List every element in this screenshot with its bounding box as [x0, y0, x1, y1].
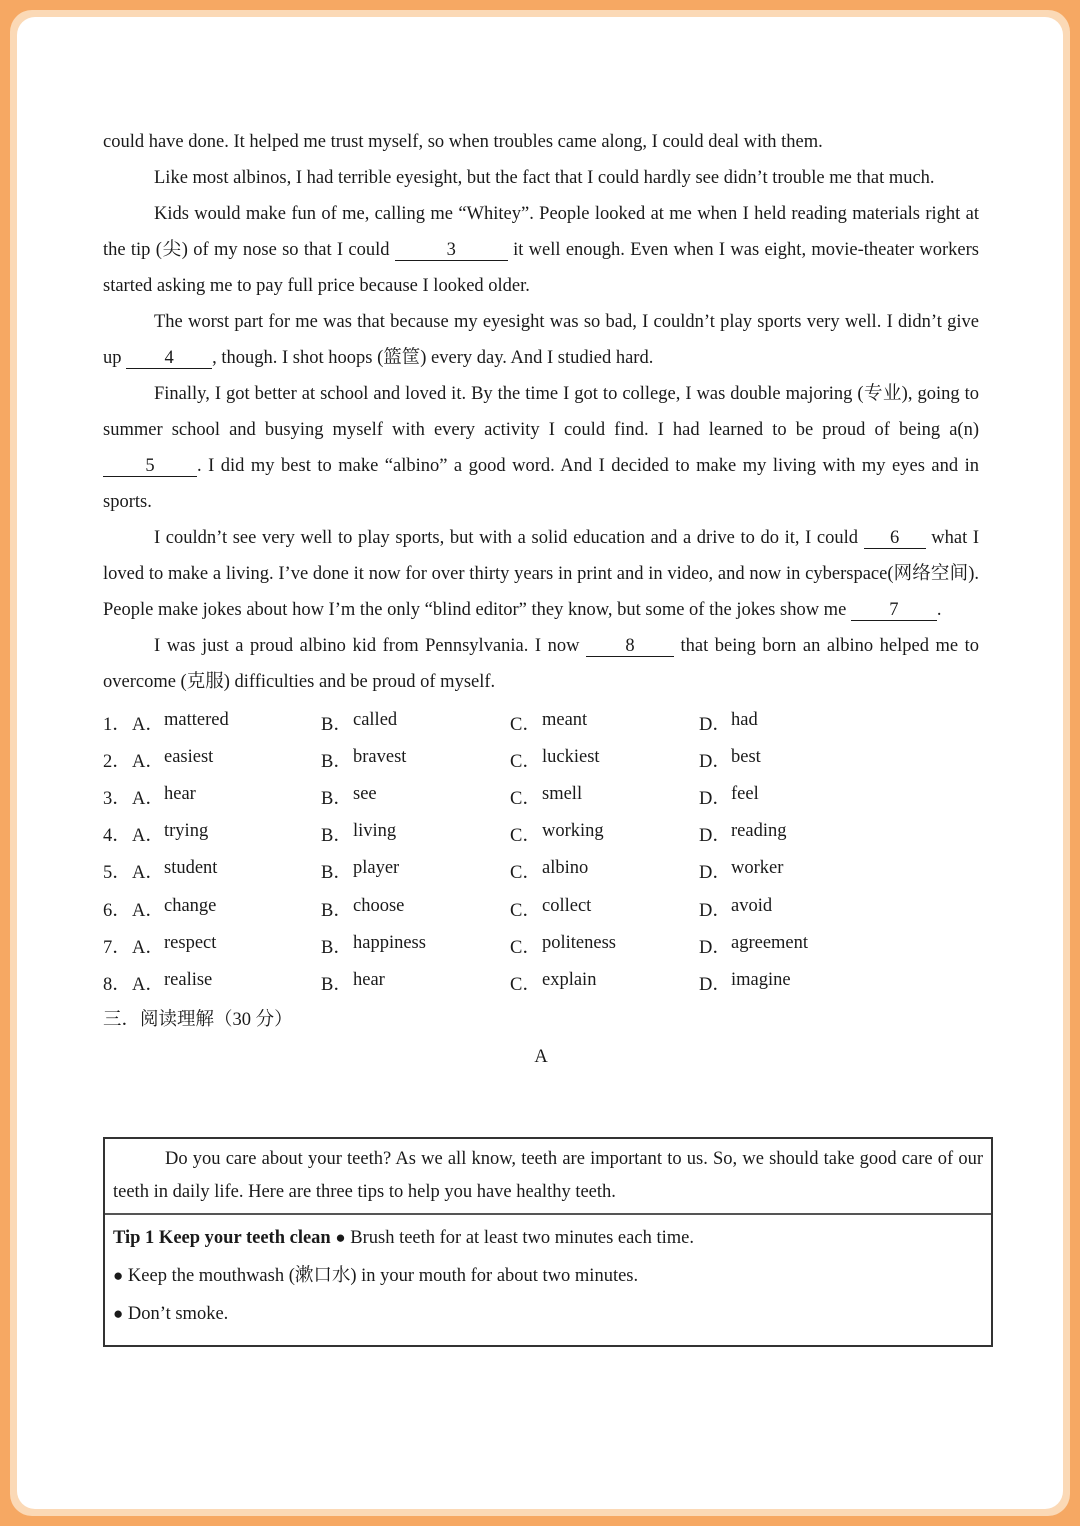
option-text: respect — [164, 932, 217, 953]
option-text: explain — [542, 969, 597, 990]
option-letter: B． — [321, 714, 352, 735]
section-title: 三．阅读理解（30 分） — [103, 1009, 293, 1030]
option-letter: C． — [510, 788, 541, 809]
option-a — [132, 933, 321, 959]
tip-1-title: Tip 1 Keep your teeth clean — [113, 1228, 331, 1248]
option-text: luckiest — [542, 746, 600, 767]
option-d — [699, 710, 888, 736]
option-text: feel — [731, 783, 759, 804]
option-text: bravest — [353, 746, 407, 767]
tip-line-1: Brush teeth for at least two minutes each time. — [350, 1228, 694, 1248]
option-b — [321, 747, 510, 773]
paragraph-4-text-a: The worst part for me was that because my eyesight was so bad, I couldn’t play sports very well. I didn’t give up — [103, 312, 979, 368]
passage-content — [103, 124, 979, 1074]
option-d — [699, 821, 888, 847]
paragraph-7-text-a: I was just a proud albino kid from Pennsylvania. I now — [154, 636, 580, 656]
bullet-icon: ● — [335, 1228, 346, 1247]
option-letter: D． — [699, 826, 731, 847]
question-number: 7． — [103, 937, 131, 958]
option-c — [510, 858, 699, 884]
question-number: 2． — [103, 751, 131, 772]
box-intro — [105, 1139, 991, 1215]
option-text: working — [542, 821, 604, 842]
paragraph-7 — [103, 628, 979, 700]
option-c — [510, 784, 699, 810]
option-letter: A． — [132, 974, 164, 995]
option-text: see — [353, 783, 377, 804]
option-d — [699, 970, 888, 996]
option-text: living — [353, 821, 397, 842]
question-number: 1． — [103, 714, 131, 735]
option-text: politeness — [542, 932, 616, 953]
option-text: imagine — [731, 969, 791, 990]
option-d — [699, 747, 888, 773]
option-text: meant — [542, 709, 588, 730]
option-c — [510, 970, 699, 996]
option-b — [321, 710, 510, 736]
option-letter: C． — [510, 937, 541, 958]
option-a — [132, 821, 321, 847]
option-letter: B． — [321, 826, 352, 847]
option-a — [132, 858, 321, 884]
option-row — [103, 853, 979, 890]
option-row — [103, 964, 979, 1001]
option-letter: A． — [132, 788, 164, 809]
option-d — [699, 858, 888, 884]
option-letter: D． — [699, 751, 731, 772]
option-b — [321, 896, 510, 922]
option-row — [103, 890, 979, 927]
option-a — [132, 896, 321, 922]
question-number: 5． — [103, 863, 131, 884]
bullet-icon: ● — [113, 1266, 124, 1285]
option-b — [321, 784, 510, 810]
option-text: choose — [353, 895, 405, 916]
option-letter: C． — [510, 714, 541, 735]
option-letter: B． — [321, 751, 352, 772]
option-text: smell — [542, 783, 583, 804]
option-text: collect — [542, 895, 592, 916]
paragraph-5 — [103, 376, 979, 520]
paragraph-6 — [103, 520, 979, 628]
bullet-icon: ● — [113, 1304, 124, 1323]
blank-7: 7 — [851, 600, 937, 621]
paragraph-7-text-b: that being born an albino helped me to overcome (克服) difficulties and be proud of myself. — [103, 636, 979, 692]
option-letter: B． — [321, 788, 352, 809]
option-letter: A． — [132, 826, 164, 847]
option-text: reading — [731, 821, 787, 842]
option-row — [103, 741, 979, 778]
option-text: had — [731, 709, 758, 730]
option-letter: D． — [699, 714, 731, 735]
option-d — [699, 784, 888, 810]
question-number: 8． — [103, 974, 131, 995]
tip-3-line — [113, 1295, 983, 1333]
paragraph-1: could have done. It helped me trust myself, so when troubles came along, I could deal with them. — [103, 132, 823, 152]
option-text: agreement — [731, 932, 809, 953]
reading-label: A — [534, 1046, 548, 1067]
option-text: albino — [542, 858, 589, 879]
option-text: happiness — [353, 932, 426, 953]
option-b — [321, 933, 510, 959]
option-letter: B． — [321, 974, 352, 995]
option-d — [699, 933, 888, 959]
blank-3: 3 — [395, 240, 508, 261]
option-text: change — [164, 895, 217, 916]
reading-box — [103, 1137, 993, 1347]
paragraph-3 — [103, 196, 979, 304]
option-letter: A． — [132, 714, 164, 735]
paragraph-6-text-c: . — [936, 600, 942, 620]
option-text: student — [164, 858, 218, 879]
option-c — [510, 896, 699, 922]
option-row — [103, 704, 979, 741]
option-row — [103, 816, 979, 853]
question-number: 6． — [103, 900, 131, 921]
option-a — [132, 710, 321, 736]
option-letter: D． — [699, 788, 731, 809]
question-number: 4． — [103, 826, 131, 847]
option-c — [510, 747, 699, 773]
paragraph-6-text-b: what I loved to make a living. I’ve done it now for over thirty years in print and in video, and now in cyberspace(网络空间). People make jokes about how I’m the only “blind editor” they know, but some of the jokes show me — [103, 528, 979, 620]
option-b — [321, 970, 510, 996]
option-b — [321, 858, 510, 884]
paragraph-3-text-a: Kids would make fun of me, calling me “Whitey”. People looked at me when I held reading materials right at the tip (尖) of my nose so that I could — [103, 204, 979, 260]
paragraph-4-text-b: , though. I shot hoops (篮筐) every day. And I studied hard. — [212, 348, 654, 368]
option-text: easiest — [164, 746, 214, 767]
option-letter: D． — [699, 900, 731, 921]
tip-1-line — [113, 1219, 983, 1257]
paragraph-6-text-a: I couldn’t see very well to play sports, but with a solid education and a drive to do it, I could — [154, 528, 858, 548]
tips-section — [105, 1215, 991, 1345]
option-letter: B． — [321, 937, 352, 958]
blank-5: 5 — [103, 456, 197, 477]
option-text: called — [353, 709, 398, 730]
tip-line-3: Don’t smoke. — [127, 1304, 229, 1324]
option-text: worker — [731, 858, 784, 879]
option-letter: B． — [321, 900, 352, 921]
option-letter: C． — [510, 900, 541, 921]
tip-2-line — [113, 1257, 983, 1295]
option-text: trying — [164, 821, 209, 842]
option-text: best — [731, 746, 761, 767]
blank-4: 4 — [126, 348, 212, 369]
option-text: avoid — [731, 895, 773, 916]
option-row — [103, 927, 979, 964]
option-c — [510, 710, 699, 736]
tip-line-2: Keep the mouthwash (漱口水) in your mouth for about two minutes. — [127, 1266, 639, 1286]
option-letter: C． — [510, 751, 541, 772]
option-text: realise — [164, 969, 213, 990]
paragraph-5-text-b: . I did my best to make “albino” a good word. And I decided to make my living with my eyes and in sports. — [103, 456, 979, 512]
option-letter: C． — [510, 863, 541, 884]
option-text: mattered — [164, 709, 229, 730]
option-letter: D． — [699, 937, 731, 958]
option-letter: A． — [132, 863, 164, 884]
option-a — [132, 970, 321, 996]
option-d — [699, 896, 888, 922]
paragraph-2: Like most albinos, I had terrible eyesight, but the fact that I could hardly see didn’t trouble me that much. — [154, 168, 935, 188]
option-a — [132, 747, 321, 773]
option-letter: D． — [699, 863, 731, 884]
blank-8: 8 — [586, 636, 674, 657]
option-letter: A． — [132, 900, 164, 921]
option-c — [510, 933, 699, 959]
paragraph-4 — [103, 304, 979, 376]
option-text: hear — [164, 783, 196, 804]
option-letter: A． — [132, 937, 164, 958]
option-letter: D． — [699, 974, 731, 995]
options-list — [103, 704, 979, 1002]
option-letter: C． — [510, 974, 541, 995]
option-letter: A． — [132, 751, 164, 772]
question-number: 3． — [103, 788, 131, 809]
paragraph-3-text-b: it well enough. Even when I was eight, movie-theater workers started asking me to pay full price because I looked older. — [103, 240, 980, 296]
option-a — [132, 784, 321, 810]
option-text: hear — [353, 969, 385, 990]
option-letter: B． — [321, 863, 352, 884]
blank-6: 6 — [864, 528, 926, 549]
option-c — [510, 821, 699, 847]
option-row — [103, 778, 979, 815]
option-b — [321, 821, 510, 847]
box-intro-text: Do you care about your teeth? As we all know, teeth are important to us. So, we should take good care of our teeth in daily life. Here are three tips to help you have healthy teeth. — [113, 1149, 983, 1202]
paragraph-5-text-a: Finally, I got better at school and loved it. By the time I got to college, I was double majoring (专业), going to summer school and busying myself with every activity I could find. I had learned to be proud of being a(n) — [103, 384, 979, 440]
option-letter: C． — [510, 826, 541, 847]
option-text: player — [353, 858, 400, 879]
